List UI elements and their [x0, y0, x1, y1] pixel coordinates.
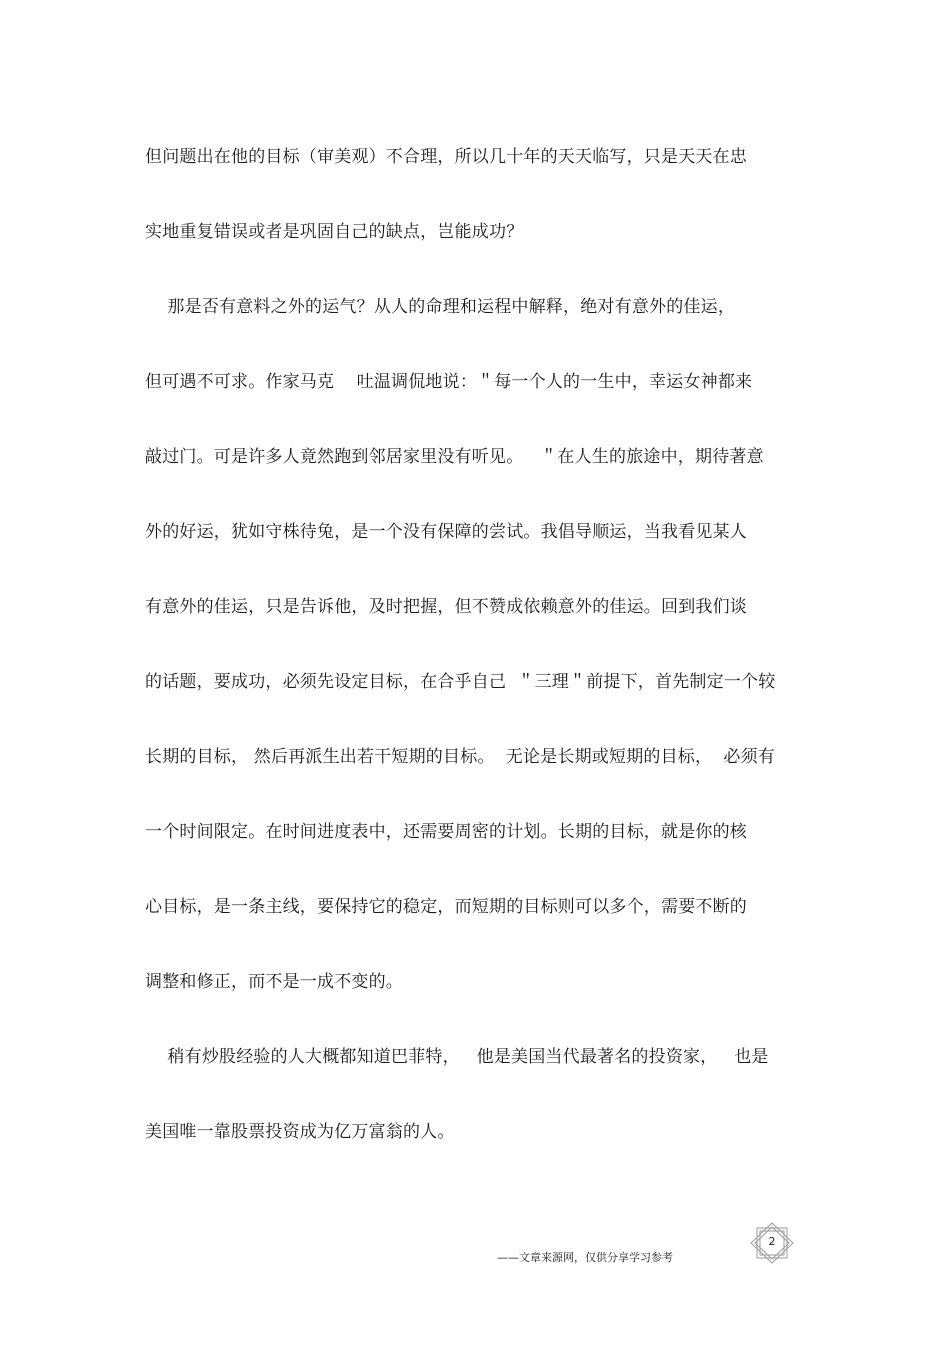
body-text-line: 美国唯一靠股票投资成为亿万富翁的人。: [145, 1122, 455, 1142]
body-text-line: 长期的目标， 然后再派生出若干短期的目标。 无论是长期或短期的目标， 必须有: [145, 747, 776, 767]
body-text-line: 那是否有意料之外的运气？从人的命理和运程中解释，绝对有意外的佳运，: [145, 297, 736, 317]
body-text-line: 但可遇不可求。作家马克 吐温调侃地说：＂每一个人的一生中，幸运女神都来: [145, 372, 753, 392]
body-text-line: 心目标，是一条主线，要保持它的稳定，而短期的目标则可以多个，需要不断的: [145, 897, 747, 917]
body-text-line: 实地重复错误或者是巩固自己的缺点，岂能成功？: [145, 222, 524, 242]
body-text-line: 但问题出在他的目标（审美观）不合理，所以几十年的天天临写，只是天天在忠: [145, 147, 747, 167]
body-text-line: 稍有炒股经验的人大概都知道巴菲特， 他是美国当代最著名的投资家， 也是: [145, 1047, 769, 1067]
body-text-line: 的话题，要成功，必须先设定目标，在合乎自己 ＂三理＂前提下，首先制定一个较: [145, 672, 776, 692]
page-number-badge: [748, 1222, 796, 1266]
page-number: 2: [768, 1235, 776, 1248]
footer-source-note: ——文章来源网，仅供分享学习参考: [497, 1251, 673, 1264]
body-text-line: 一个时间限定。在时间进度表中，还需要周密的计划。长期的目标，就是你的核: [145, 822, 747, 842]
body-text-line: 外的好运，犹如守株待兔，是一个没有保障的尝试。我倡导顺运，当我看见某人: [145, 522, 747, 542]
body-text-line: 调整和修正，而不是一成不变的。: [145, 972, 403, 992]
body-text-line: 敲过门。可是许多人竟然跑到邻居家里没有听见。 ＂在人生的旅途中，期待著意: [145, 447, 764, 467]
body-text-line: 有意外的佳运，只是告诉他，及时把握，但不赞成依赖意外的佳运。回到我们谈: [145, 597, 747, 617]
